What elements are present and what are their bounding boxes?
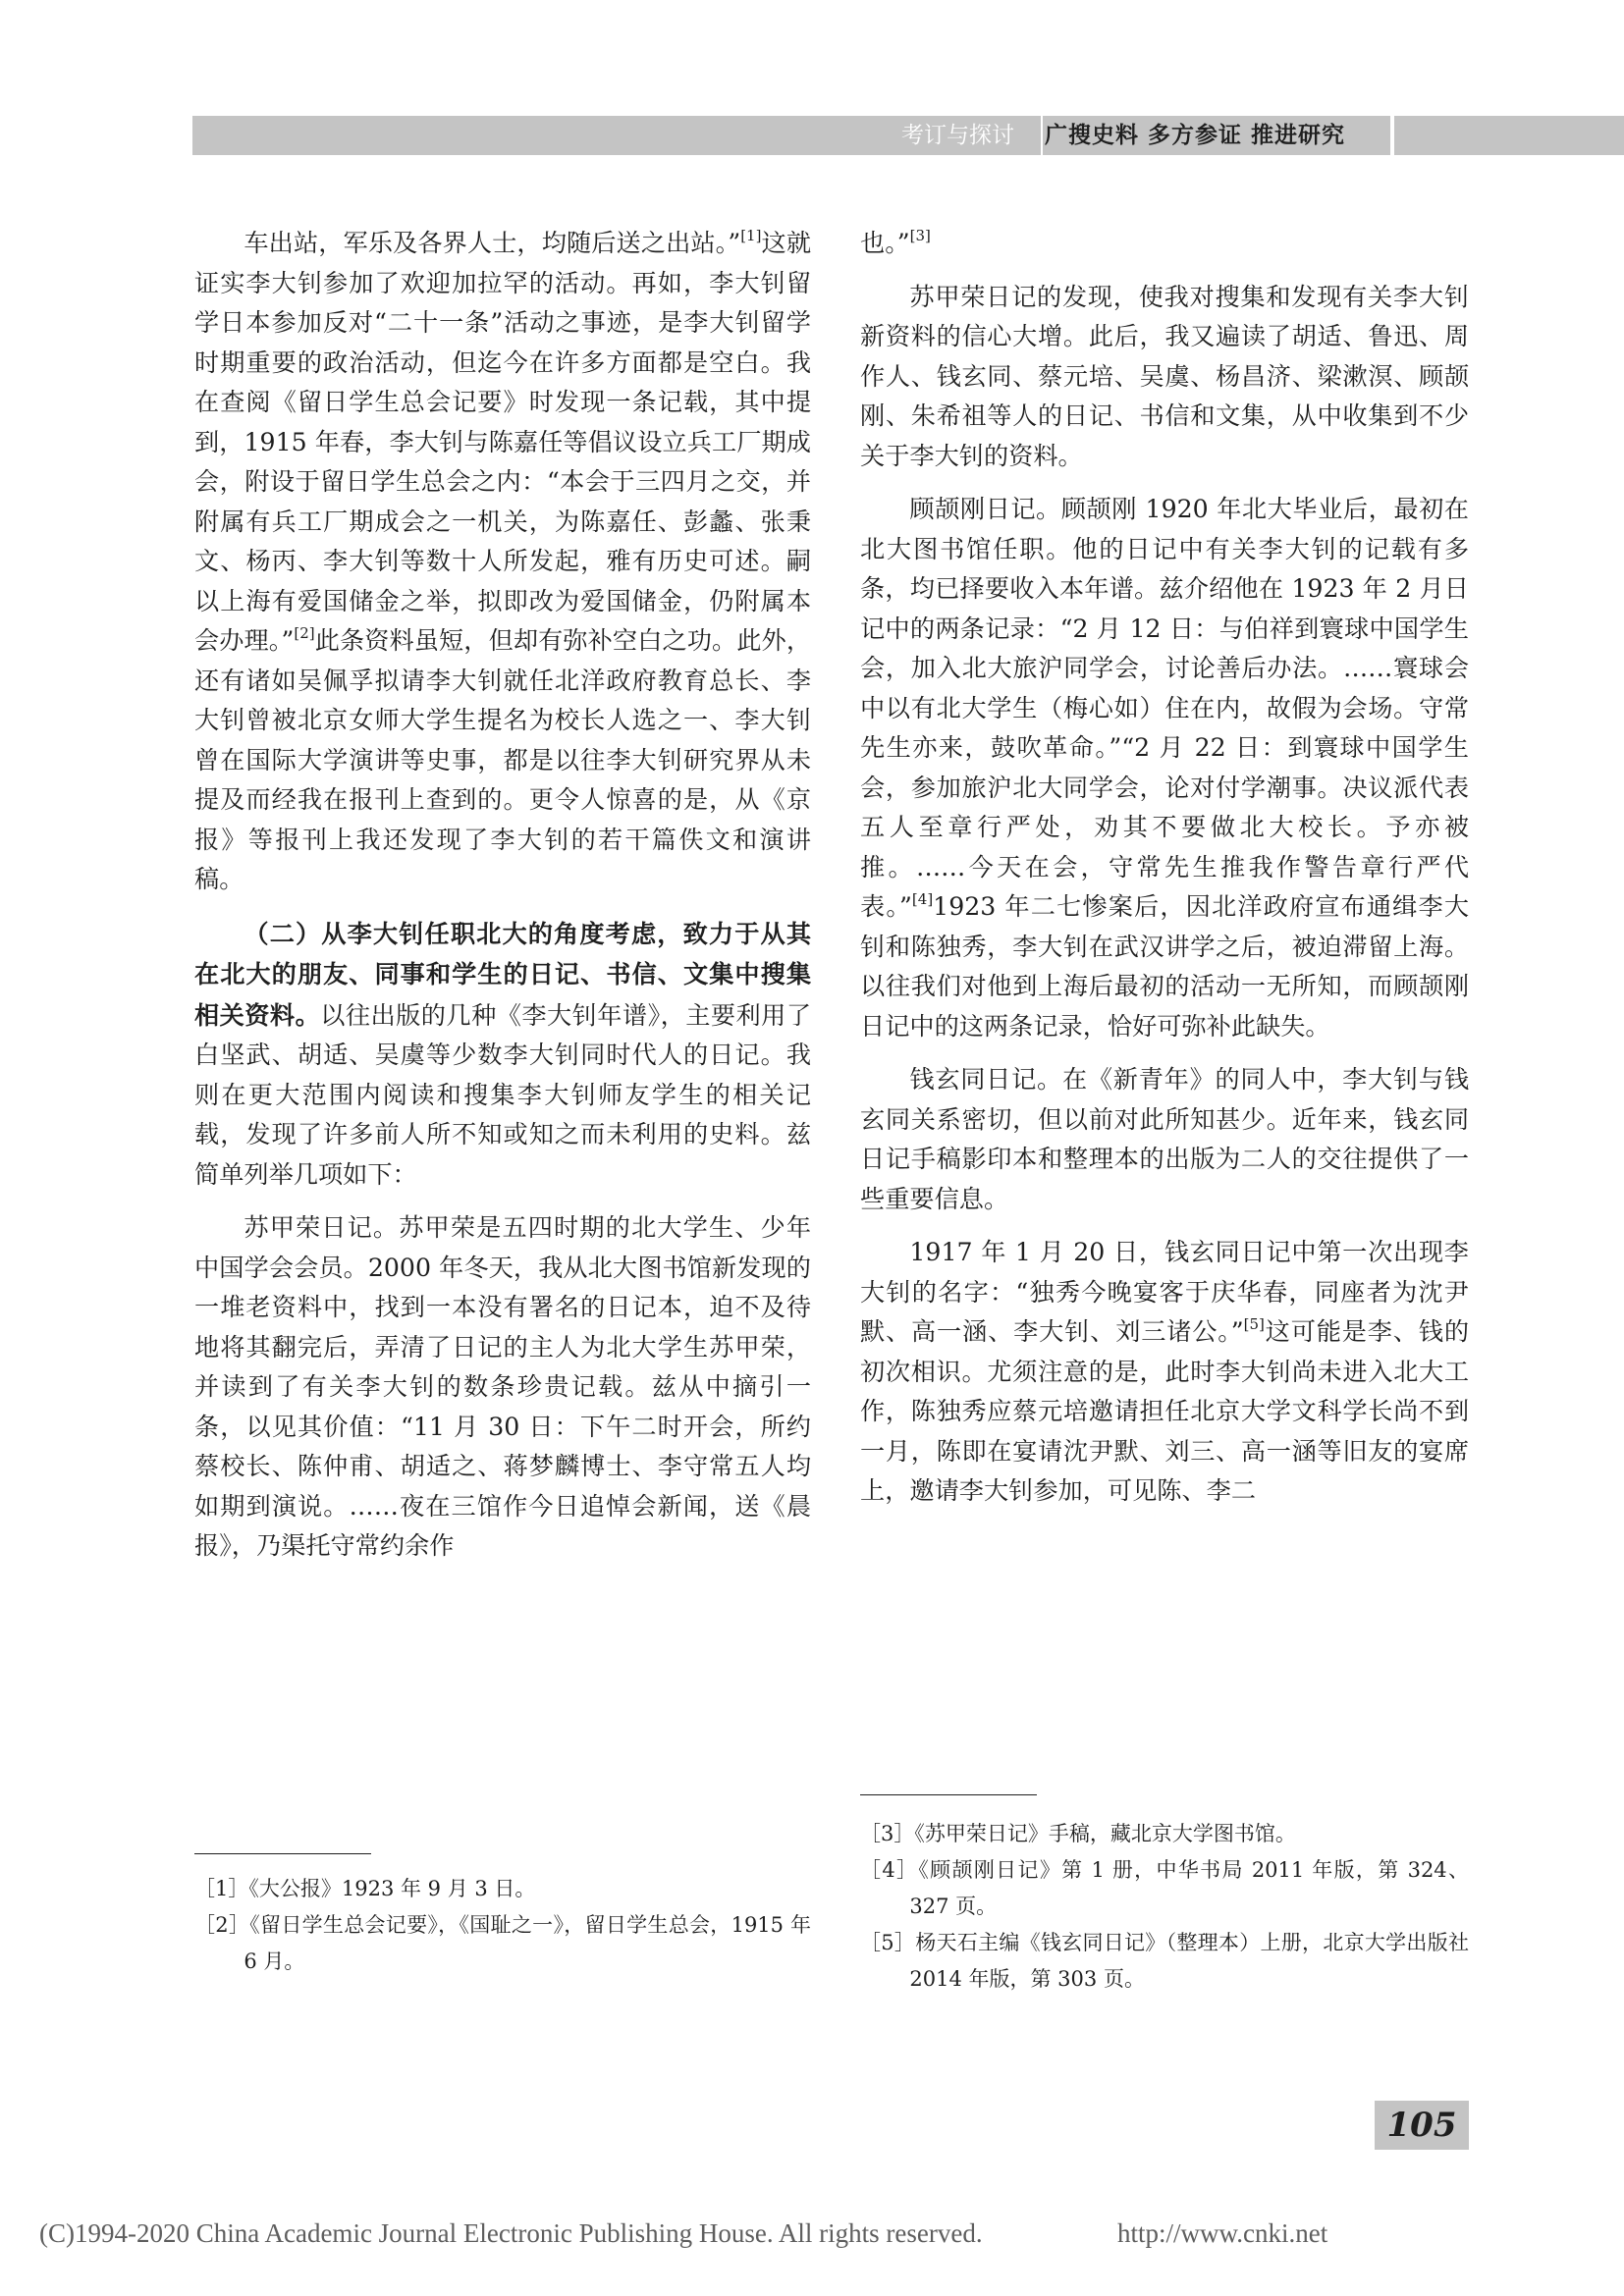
left-column xyxy=(194,224,811,1567)
footnote-ref: [4] xyxy=(911,890,934,908)
header-slogan: 广搜史料 多方参证 推进研究 xyxy=(1045,123,1346,148)
paragraph-text: 此条资料虽短，但却有弥补空白之功。此外，还有诸如吴佩孚拟请李大钊就任北洋政府教育总长、李大钊曾被北京女师大学生提名为校长人选之一、李大钊曾在国际大学演讲等史事，都是以往李大钊研究界从未提及而经我在报刊上查到的。更令人惊喜的是，从《京报》等报刊上我还发现了李大钊的若干篇佚文和演讲稿。 xyxy=(194,626,811,893)
header-end-marker xyxy=(1390,116,1394,155)
footnote-rule-left xyxy=(194,1853,371,1854)
footnote: ［4］《顾颉刚日记》第 1 册，中华书局 2011 年版，第 324、327 页。 xyxy=(860,1858,1469,1918)
paragraph xyxy=(194,224,811,900)
footnote-rule-right xyxy=(860,1794,1037,1795)
paragraph-text: 苏甲荣日记的发现，使我对搜集和发现有关李大钊新资料的信心大增。此后，我又遍读了胡适、鲁迅、周作人、钱玄同、蔡元培、吴虞、杨昌济、梁漱溟、顾颉刚、朱希祖等人的日记、书信和文集，从中收集到不少关于李大钊的资料。 xyxy=(860,282,1469,470)
paragraph-text: 这就证实李大钊参加了欢迎加拉罕的活动。再如，李大钊留学日本参加反对“二十一条”活动之事迹，是李大钊留学时期重要的政治活动，但迄今在许多方面都是空白。我在查阅《留日学生总会记要》时发现一条记载，其中提到，1915 年春，李大钊与陈嘉任等倡议设立兵工厂期成会，附设于留日学生总会之内：“本会于三四月之交，并附属有兵工厂期成会之一机关，为陈嘉任、彭蠡、张秉文、杨丙、李大钊等数十人所发起，雅有历史可述。嗣以上海有爱国储金之举，拟即改为爱国储金，仍附属本会办理。” xyxy=(194,229,812,655)
paragraph xyxy=(860,1060,1469,1219)
paragraph-text: 1917 年 1 月 20 日，钱玄同日记中第一次出现李大钊的名字：“独秀今晚宴客于庆华春，同座者为沈尹默、高一涵、李大钊、刘三诸公。” xyxy=(860,1238,1469,1346)
copyright-notice: (C)1994-2020 China Academic Journal Electronic Publishing House. All rights reserved. xyxy=(39,2218,983,2248)
footnotes-right xyxy=(860,1816,1469,1998)
right-column xyxy=(860,224,1469,1512)
footnote-ref: [5] xyxy=(1243,1315,1265,1333)
header-section-title: 考订与探讨 xyxy=(901,123,1014,148)
paragraph-text: 车出站，军乐及各界人士，均随后送之出站。” xyxy=(244,229,741,257)
footnote-ref: [3] xyxy=(909,227,931,244)
paragraph xyxy=(860,278,1469,477)
paragraph-text: 1923 年二七惨案后，因北洋政府宣布通缉李大钊和陈独秀，李大钊在武汉讲学之后，被迫滞留上海。以往我们对他到上海后最初的活动一无所知，而顾颉刚日记中的这两条记录，恰好可弥补此缺失。 xyxy=(860,892,1470,1041)
paragraph xyxy=(194,914,811,1196)
paragraph-text: 这可能是李、钱的初次相识。尤须注意的是，此时李大钊尚未进入北大工作，陈独秀应蔡元培邀请担任北京大学文科学长尚不到一月，陈即在宴请沈尹默、刘三、高一涵等旧友的宴席上，邀请李大钊参加，可见陈、李二 xyxy=(860,1317,1470,1505)
paragraph-text: 也。” xyxy=(860,229,910,257)
footnote-ref: [1] xyxy=(740,227,762,244)
paragraph-text: 以往出版的几种《李大钊年谱》，主要利用了白坚武、胡适、吴虞等少数李大钊同时代人的日记。我则在更大范围内阅读和搜集李大钊师友学生的相关记载，发现了许多前人所不知或知之而未利用的史料。兹简单列举几项如下： xyxy=(194,1000,812,1189)
paragraph xyxy=(194,1208,811,1567)
paragraph-text: 钱玄同日记。在《新青年》的同人中，李大钊与钱玄同关系密切，但以前对此所知甚少。近年来，钱玄同日记手稿影印本和整理本的出版为二人的交往提供了一些重要信息。 xyxy=(860,1065,1469,1213)
footnote: ［5］杨天石主编《钱玄同日记》（整理本）上册，北京大学出版社 2014 年版，第 303 页。 xyxy=(860,1931,1469,1991)
paragraph xyxy=(860,224,1469,264)
page-number: 105 xyxy=(1375,2101,1469,2150)
paragraph-text: 苏甲荣日记。苏甲荣是五四时期的北大学生、少年中国学会会员。2000 年冬天，我从北大图书馆新发现的一堆老资料中，找到一本没有署名的日记本，迫不及待地将其翻完后，弄清了日记的主人为北大学生苏甲荣，并读到了有关李大钊的数条珍贵记载。兹从中摘引一条，以见其价值：“11 月 30 日：下午二时开会，所约蔡校长、陈仲甫、胡适之、蒋梦麟博士、李守常五人均如期到演说。……夜在三馆作今日追悼会新闻，送《晨报》，乃渠托守常约余作 xyxy=(194,1213,811,1560)
bold-lead-text: （二）从李大钊任职北大的角度考虑，致力于从其在北大的朋友、同事和学生的日记、书信、文集中搜集相关资料。 xyxy=(194,918,811,1030)
footnotes-left xyxy=(194,1871,811,1980)
footnote: ［1］《大公报》1923 年 9 月 3 日。 xyxy=(194,1877,536,1900)
footnote: ［2］《留日学生总会记要》，《国耻之一》，留日学生总会，1915 年 6 月。 xyxy=(194,1913,811,1973)
paragraph xyxy=(860,490,1469,1046)
footnote-ref: [2] xyxy=(294,624,315,642)
copyright-url[interactable]: http://www.cnki.net xyxy=(1117,2218,1328,2248)
header-divider xyxy=(1041,116,1043,155)
paragraph xyxy=(860,1233,1469,1512)
footnote: ［3］《苏甲荣日记》手稿，藏北京大学图书馆。 xyxy=(860,1822,1296,1845)
paragraph-text: 顾颉刚日记。顾颉刚 1920 年北大毕业后，最初在北大图书馆任职。他的日记中有关李大钊的记载有多条，均已择要收入本年谱。兹介绍他在 1923 年 2 月日记中的两条记录：“2 月 12 日：与伯祥到寰球中国学生会，加入北大旅沪同学会，讨论善后办法。……寰球会中以有北大学生（梅心如）住在内，故假为会场。守常先生亦来，鼓吹革命。”“2 月 22 日：到寰球中国学生会，参加旅沪北大同学会，论对付学潮事。决议派代表五人至章行严处，劝其不要做北大校长。予亦被推。……今天在会，守常先生推我作警告章行严代表。” xyxy=(860,495,1469,921)
